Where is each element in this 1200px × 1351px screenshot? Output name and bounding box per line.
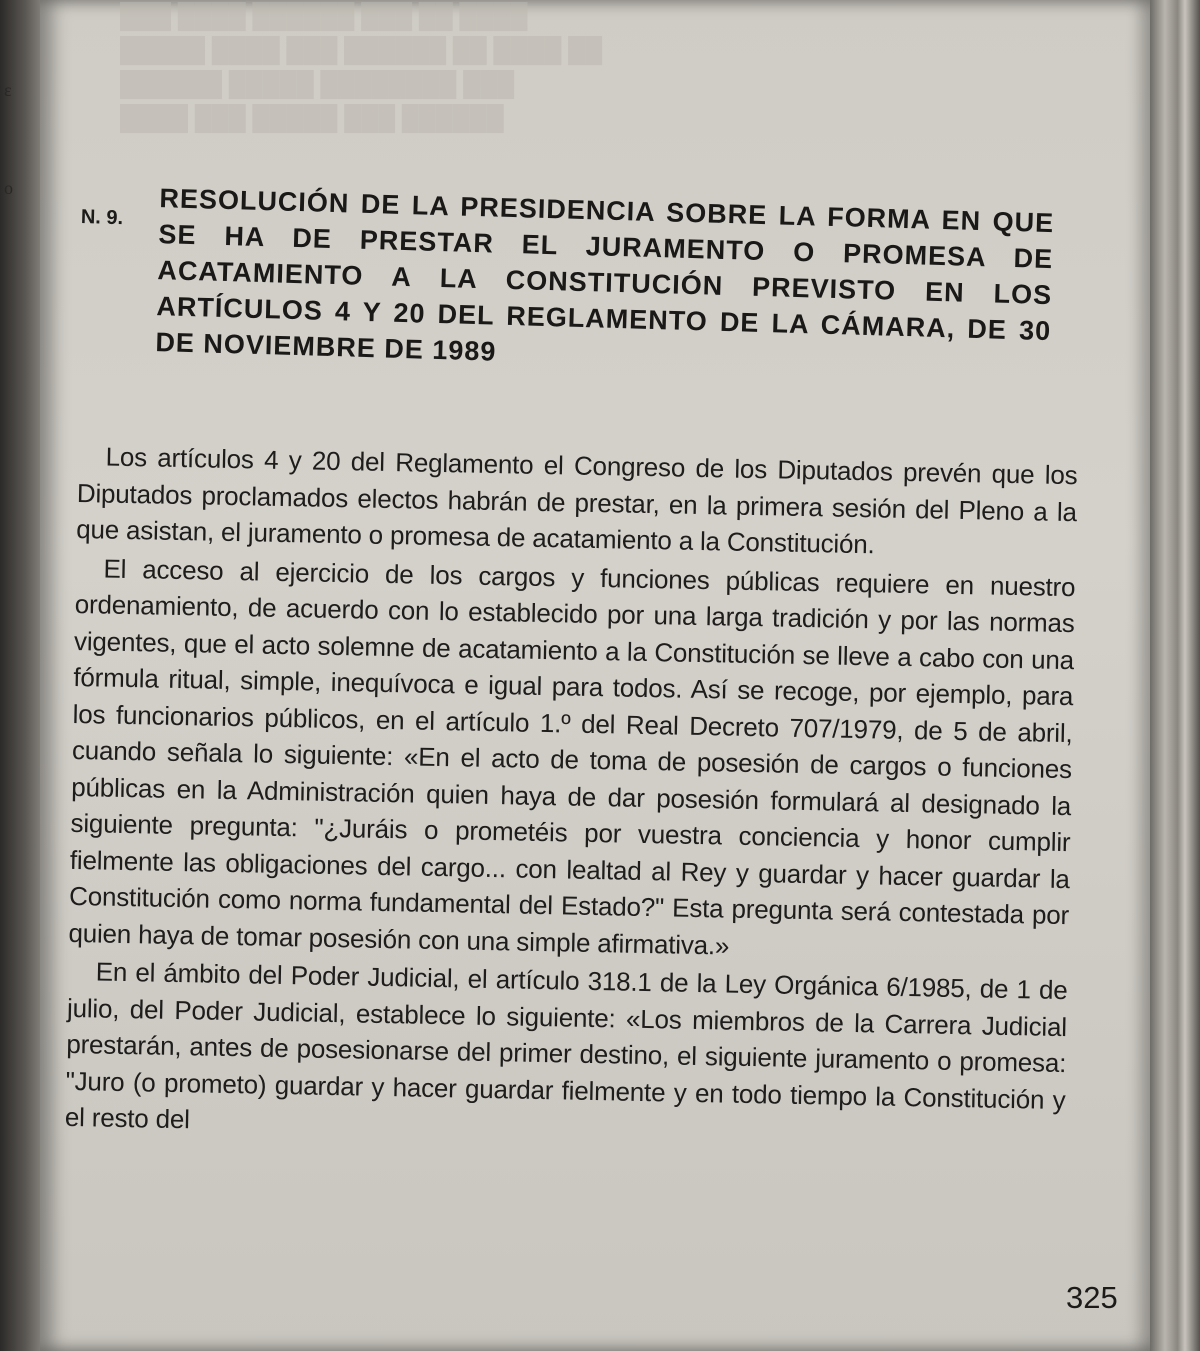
paragraph: Los artículos 4 y 20 del Reglamento el Congreso de los Diputados prevén que los Diputados proclamados electos habrán de prestar, en la primera sesión del Pleno a la que asistan, el juramento o promesa de acatamiento a la Constitución. bbox=[75, 441, 1078, 560]
page-number: 325 bbox=[1066, 1280, 1118, 1315]
left-page-glyph: ο bbox=[4, 178, 13, 198]
section-label: N. 9. bbox=[80, 205, 124, 230]
paragraph: En el ámbito del Poder Judicial, el artículo 318.1 de la Ley Orgánica 6/1985, de 1 de julio, del Poder Judicial, establece lo siguiente: «Los miembros de la Carrera Judicial prestarán, antes de posesionarse del primer destino, el siguiente juramento o promesa: "Juro (o prometo) guardar y hacer guardar fielmente y en todo tiempo la Constitución y el resto del bbox=[64, 956, 1068, 1135]
body-text bbox=[65, 438, 1078, 1157]
paragraph: El acceso al ejercicio de los cargos y funciones públicas requiere en nuestro ordenamiento, de acuerdo con lo establecido por una larga tradición y por las normas vigentes, que el acto solemne de acatamiento a la Constitución se lleve a cabo con una fórmula ritual, simple, inequívoca e igual para todos. Así se recoge, por ejemplo, para los funcionarios públicos, en el artículo 1.º del Real Decreto 707/1979, de 5 de abril, cuando señala lo siguiente: «En el acto de toma de posesión de cargos o funciones públicas en la Administración quien haya de dar posesión formulará al designado la siguiente pregunta: "¿Juráis o prometéis por vuestra conciencia y honor cumplir fielmente las obligaciones del cargo... con lealtad al Rey y guardar y hacer guardar la Constitución como norma fundamental del Estado?" Esta pregunta será contestada por quien haya de tomar posesión con una simple afirmativa.» bbox=[68, 553, 1076, 961]
show-through-text: ████ ██ ███ ██████ ████ ███ ██ ████ ██ ██████ ███ ████ █████ ███ ████████ █████ ██████ ██████ ███ █████ ███ ████ bbox=[120, 3, 603, 132]
section-title: RESOLUCIÓN DE LA PRESIDENCIA SOBRE LA FORMA EN QUE SE HA DE PRESTAR EL JURAMENTO O PROMESA DE ACATAMIENTO A LA CONSTITUCIÓN PREVISTO EN LOS ARTÍCULOS 4 Y 20 DEL REGLAMENTO DE LA CÁMARA, DE 30 DE NOVIEMBRE DE 1989 bbox=[155, 183, 1055, 367]
right-page-edge bbox=[1150, 0, 1200, 1351]
left-page-glyph: ε bbox=[4, 80, 12, 100]
